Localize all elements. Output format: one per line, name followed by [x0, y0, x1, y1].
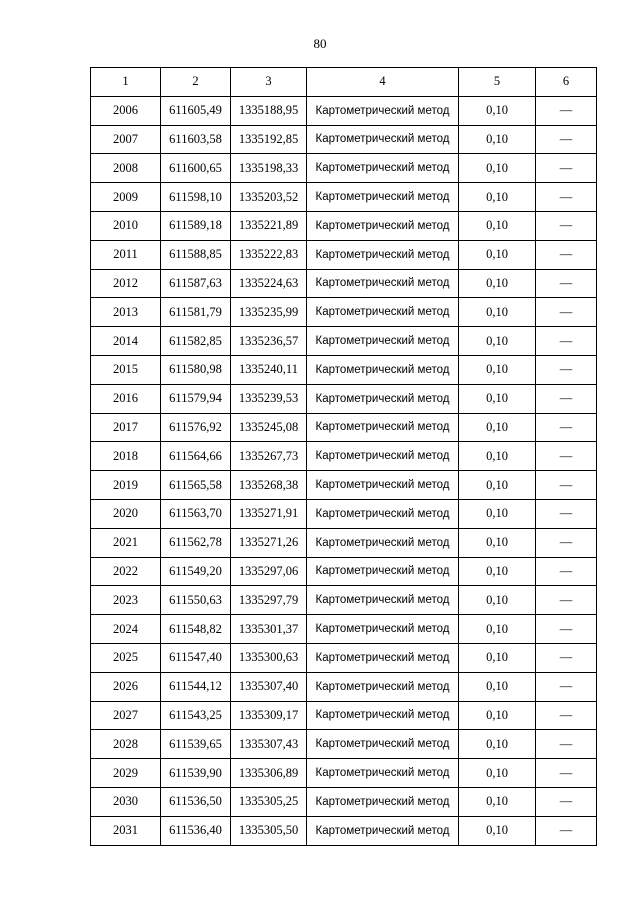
method-cell: Картометрический метод — [307, 643, 459, 672]
x-coordinate-cell: 611563,70 — [161, 499, 231, 528]
method-cell: Картометрический метод — [307, 327, 459, 356]
x-coordinate-cell: 611539,65 — [161, 730, 231, 759]
table-row — [91, 701, 597, 730]
table-row — [91, 586, 597, 615]
y-coordinate-cell: 1335271,91 — [231, 499, 307, 528]
accuracy-cell: 0,10 — [459, 557, 536, 586]
accuracy-cell: 0,10 — [459, 355, 536, 384]
accuracy-cell: 0,10 — [459, 816, 536, 845]
x-coordinate-cell: 611588,85 — [161, 240, 231, 269]
method-cell: Картометрический метод — [307, 557, 459, 586]
accuracy-cell: 0,10 — [459, 586, 536, 615]
description-cell: — — [536, 759, 597, 788]
description-cell: — — [536, 643, 597, 672]
method-cell: Картометрический метод — [307, 154, 459, 183]
point-number-cell: 2017 — [91, 413, 161, 442]
accuracy-cell: 0,10 — [459, 269, 536, 298]
method-cell: Картометрический метод — [307, 125, 459, 154]
method-cell: Картометрический метод — [307, 355, 459, 384]
column-header: 2 — [161, 68, 231, 97]
point-number-cell: 2011 — [91, 240, 161, 269]
table-body — [91, 96, 597, 845]
table-row — [91, 269, 597, 298]
table-row — [91, 471, 597, 500]
accuracy-cell: 0,10 — [459, 615, 536, 644]
description-cell: — — [536, 442, 597, 471]
table-row — [91, 730, 597, 759]
x-coordinate-cell: 611580,98 — [161, 355, 231, 384]
description-cell: — — [536, 701, 597, 730]
description-cell: — — [536, 557, 597, 586]
y-coordinate-cell: 1335305,25 — [231, 787, 307, 816]
point-number-cell: 2014 — [91, 327, 161, 356]
x-coordinate-cell: 611564,66 — [161, 442, 231, 471]
x-coordinate-cell: 611587,63 — [161, 269, 231, 298]
x-coordinate-cell: 611544,12 — [161, 672, 231, 701]
description-cell: — — [536, 154, 597, 183]
table-row — [91, 643, 597, 672]
x-coordinate-cell: 611598,10 — [161, 183, 231, 212]
x-coordinate-cell: 611581,79 — [161, 298, 231, 327]
accuracy-cell: 0,10 — [459, 528, 536, 557]
method-cell: Картометрический метод — [307, 701, 459, 730]
y-coordinate-cell: 1335236,57 — [231, 327, 307, 356]
accuracy-cell: 0,10 — [459, 327, 536, 356]
point-number-cell: 2013 — [91, 298, 161, 327]
accuracy-cell: 0,10 — [459, 471, 536, 500]
point-number-cell: 2012 — [91, 269, 161, 298]
table-row — [91, 528, 597, 557]
point-number-cell: 2009 — [91, 183, 161, 212]
column-header: 4 — [307, 68, 459, 97]
description-cell: — — [536, 269, 597, 298]
description-cell: — — [536, 183, 597, 212]
y-coordinate-cell: 1335240,11 — [231, 355, 307, 384]
table-row — [91, 183, 597, 212]
point-number-cell: 2008 — [91, 154, 161, 183]
accuracy-cell: 0,10 — [459, 211, 536, 240]
table-row — [91, 211, 597, 240]
point-number-cell: 2010 — [91, 211, 161, 240]
accuracy-cell: 0,10 — [459, 701, 536, 730]
point-number-cell: 2020 — [91, 499, 161, 528]
y-coordinate-cell: 1335192,85 — [231, 125, 307, 154]
point-number-cell: 2031 — [91, 816, 161, 845]
y-coordinate-cell: 1335245,08 — [231, 413, 307, 442]
column-header: 6 — [536, 68, 597, 97]
x-coordinate-cell: 611576,92 — [161, 413, 231, 442]
accuracy-cell: 0,10 — [459, 384, 536, 413]
column-header: 1 — [91, 68, 161, 97]
description-cell: — — [536, 787, 597, 816]
method-cell: Картометрический метод — [307, 183, 459, 212]
method-cell: Картометрический метод — [307, 413, 459, 442]
y-coordinate-cell: 1335307,43 — [231, 730, 307, 759]
table-row — [91, 384, 597, 413]
x-coordinate-cell: 611562,78 — [161, 528, 231, 557]
accuracy-cell: 0,10 — [459, 643, 536, 672]
description-cell: — — [536, 615, 597, 644]
point-number-cell: 2025 — [91, 643, 161, 672]
method-cell: Картометрический метод — [307, 759, 459, 788]
table-row — [91, 759, 597, 788]
description-cell: — — [536, 327, 597, 356]
y-coordinate-cell: 1335271,26 — [231, 528, 307, 557]
accuracy-cell: 0,10 — [459, 759, 536, 788]
page-number: 80 — [313, 36, 327, 51]
description-cell: — — [536, 816, 597, 845]
table-header-row — [91, 68, 597, 97]
coordinates-table — [90, 67, 597, 846]
point-number-cell: 2019 — [91, 471, 161, 500]
y-coordinate-cell: 1335301,37 — [231, 615, 307, 644]
column-header: 5 — [459, 68, 536, 97]
method-cell: Картометрический метод — [307, 298, 459, 327]
method-cell: Картометрический метод — [307, 499, 459, 528]
method-cell: Картометрический метод — [307, 586, 459, 615]
method-cell: Картометрический метод — [307, 471, 459, 500]
x-coordinate-cell: 611600,65 — [161, 154, 231, 183]
point-number-cell: 2028 — [91, 730, 161, 759]
y-coordinate-cell: 1335300,63 — [231, 643, 307, 672]
y-coordinate-cell: 1335188,95 — [231, 96, 307, 125]
method-cell: Картометрический метод — [307, 269, 459, 298]
method-cell: Картометрический метод — [307, 240, 459, 269]
x-coordinate-cell: 611550,63 — [161, 586, 231, 615]
method-cell: Картометрический метод — [307, 384, 459, 413]
description-cell: — — [536, 96, 597, 125]
x-coordinate-cell: 611543,25 — [161, 701, 231, 730]
point-number-cell: 2026 — [91, 672, 161, 701]
y-coordinate-cell: 1335222,83 — [231, 240, 307, 269]
method-cell: Картометрический метод — [307, 528, 459, 557]
x-coordinate-cell: 611579,94 — [161, 384, 231, 413]
table-row — [91, 327, 597, 356]
x-coordinate-cell: 611582,85 — [161, 327, 231, 356]
point-number-cell: 2006 — [91, 96, 161, 125]
table-row — [91, 787, 597, 816]
y-coordinate-cell: 1335305,50 — [231, 816, 307, 845]
point-number-cell: 2027 — [91, 701, 161, 730]
accuracy-cell: 0,10 — [459, 96, 536, 125]
method-cell: Картометрический метод — [307, 615, 459, 644]
y-coordinate-cell: 1335297,06 — [231, 557, 307, 586]
y-coordinate-cell: 1335306,89 — [231, 759, 307, 788]
accuracy-cell: 0,10 — [459, 787, 536, 816]
y-coordinate-cell: 1335221,89 — [231, 211, 307, 240]
x-coordinate-cell: 611605,49 — [161, 96, 231, 125]
method-cell: Картометрический метод — [307, 730, 459, 759]
table-row — [91, 816, 597, 845]
description-cell: — — [536, 298, 597, 327]
table-row — [91, 125, 597, 154]
table-row — [91, 240, 597, 269]
description-cell: — — [536, 125, 597, 154]
accuracy-cell: 0,10 — [459, 183, 536, 212]
y-coordinate-cell: 1335239,53 — [231, 384, 307, 413]
description-cell: — — [536, 211, 597, 240]
method-cell: Картометрический метод — [307, 211, 459, 240]
y-coordinate-cell: 1335309,17 — [231, 701, 307, 730]
accuracy-cell: 0,10 — [459, 154, 536, 183]
point-number-cell: 2021 — [91, 528, 161, 557]
description-cell: — — [536, 413, 597, 442]
description-cell: — — [536, 730, 597, 759]
x-coordinate-cell: 611547,40 — [161, 643, 231, 672]
table-row — [91, 413, 597, 442]
table-row — [91, 298, 597, 327]
table-row — [91, 499, 597, 528]
point-number-cell: 2023 — [91, 586, 161, 615]
description-cell: — — [536, 471, 597, 500]
point-number-cell: 2029 — [91, 759, 161, 788]
method-cell: Картометрический метод — [307, 816, 459, 845]
point-number-cell: 2030 — [91, 787, 161, 816]
method-cell: Картометрический метод — [307, 442, 459, 471]
accuracy-cell: 0,10 — [459, 240, 536, 269]
description-cell: — — [536, 528, 597, 557]
description-cell: — — [536, 499, 597, 528]
description-cell: — — [536, 240, 597, 269]
accuracy-cell: 0,10 — [459, 413, 536, 442]
accuracy-cell: 0,10 — [459, 730, 536, 759]
table-row — [91, 672, 597, 701]
table-row — [91, 154, 597, 183]
y-coordinate-cell: 1335224,63 — [231, 269, 307, 298]
method-cell: Картометрический метод — [307, 672, 459, 701]
method-cell: Картометрический метод — [307, 787, 459, 816]
description-cell: — — [536, 672, 597, 701]
point-number-cell: 2007 — [91, 125, 161, 154]
description-cell: — — [536, 586, 597, 615]
accuracy-cell: 0,10 — [459, 298, 536, 327]
y-coordinate-cell: 1335235,99 — [231, 298, 307, 327]
y-coordinate-cell: 1335203,52 — [231, 183, 307, 212]
description-cell: — — [536, 355, 597, 384]
y-coordinate-cell: 1335297,79 — [231, 586, 307, 615]
x-coordinate-cell: 611536,40 — [161, 816, 231, 845]
table-row — [91, 557, 597, 586]
y-coordinate-cell: 1335268,38 — [231, 471, 307, 500]
x-coordinate-cell: 611536,50 — [161, 787, 231, 816]
point-number-cell: 2024 — [91, 615, 161, 644]
accuracy-cell: 0,10 — [459, 499, 536, 528]
x-coordinate-cell: 611603,58 — [161, 125, 231, 154]
method-cell: Картометрический метод — [307, 96, 459, 125]
accuracy-cell: 0,10 — [459, 672, 536, 701]
description-cell: — — [536, 384, 597, 413]
table-row — [91, 355, 597, 384]
table-row — [91, 615, 597, 644]
point-number-cell: 2018 — [91, 442, 161, 471]
column-header: 3 — [231, 68, 307, 97]
point-number-cell: 2022 — [91, 557, 161, 586]
x-coordinate-cell: 611565,58 — [161, 471, 231, 500]
x-coordinate-cell: 611589,18 — [161, 211, 231, 240]
accuracy-cell: 0,10 — [459, 125, 536, 154]
y-coordinate-cell: 1335267,73 — [231, 442, 307, 471]
table-row — [91, 96, 597, 125]
y-coordinate-cell: 1335198,33 — [231, 154, 307, 183]
point-number-cell: 2016 — [91, 384, 161, 413]
point-number-cell: 2015 — [91, 355, 161, 384]
table-row — [91, 442, 597, 471]
x-coordinate-cell: 611539,90 — [161, 759, 231, 788]
y-coordinate-cell: 1335307,40 — [231, 672, 307, 701]
accuracy-cell: 0,10 — [459, 442, 536, 471]
x-coordinate-cell: 611549,20 — [161, 557, 231, 586]
x-coordinate-cell: 611548,82 — [161, 615, 231, 644]
